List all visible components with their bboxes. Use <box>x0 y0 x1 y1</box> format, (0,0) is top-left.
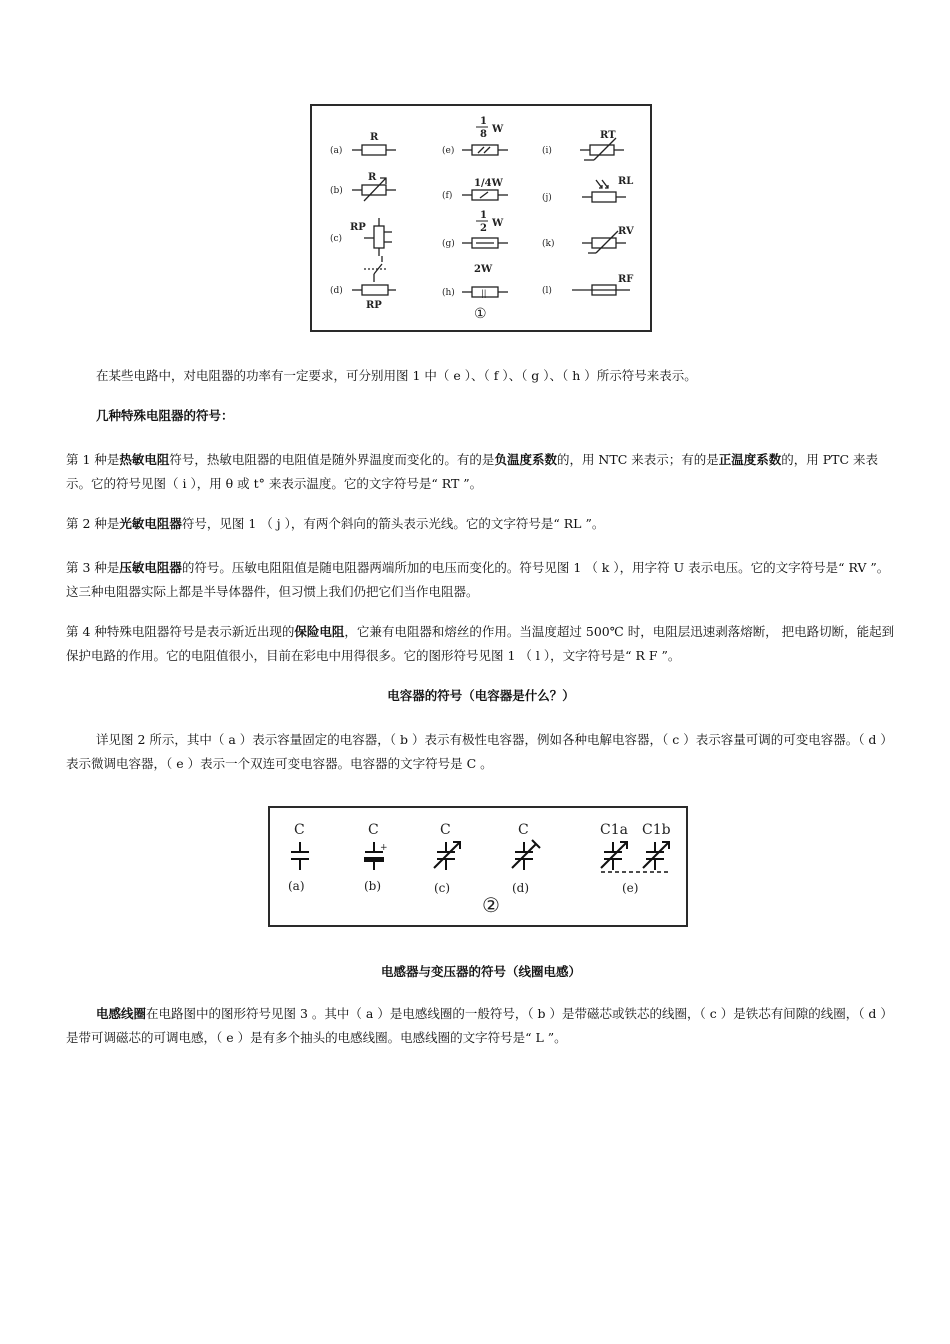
paragraph-inductors: 电感线圈在电路图中的图形符号见图 3 。其中（ a ）是电感线圈的一般符号，（ b ）是带磁芯或铁芯的线圈，（ c ）是铁芯有间隙的线圈，（ d ）是带可调磁芯的可调电感，（ e ）是有多个抽头的电感线圈。电感线圈的文字符号是“ L ”。 <box>66 1006 893 1045</box>
fig1-tag-c: (c) <box>330 234 343 244</box>
resistor-1-2w-symbol <box>462 238 508 248</box>
fig2-label-b: C <box>368 822 379 838</box>
resistor-1-8w-symbol <box>462 145 508 155</box>
fig2-tag-c: (c) <box>434 881 451 895</box>
fig1-label-h: 2W <box>474 264 493 275</box>
fig1-label-l: RF <box>618 274 634 285</box>
fig2-tag-e: (e) <box>622 881 639 895</box>
fig1-label-c: RP <box>350 222 366 233</box>
capacitor-trimmer-symbol <box>512 840 540 870</box>
heading-special-resistors: 几种特殊电阻器的符号： <box>96 408 234 423</box>
fig1-label-e-num: 1 <box>480 116 487 127</box>
resistor-fixed-symbol <box>352 145 396 155</box>
fig1-label-k: RV <box>618 226 634 237</box>
fig1-label-j: RL <box>618 176 634 187</box>
paragraph-fuse-resistor: 第 4 种特殊电阻器符号是表示新近出现的保险电阻，它兼有电阻器和熔丝的作用。当温度超过 500℃ 时，电阻层迅速剥落熔断， 把电路切断，能起到保护电路的作用。它的电阻值很小，目前在彩电中用得很多。它的图形符号见图 1 （ l ），文字符号是“ R F ”。 <box>66 624 895 663</box>
resistor-1-4w-symbol <box>462 190 508 200</box>
heading-capacitor-symbols: 电容器的符号（电容器是什么？） <box>387 688 575 703</box>
fig1-tag-a: (a) <box>330 146 343 156</box>
fig1-label-a: R <box>370 132 379 143</box>
paragraph-photoresistor: 第 2 种是光敏电阻器符号，见图 1 （ j ），有两个斜向的箭头表示光线。它的文字符号是“ RL ”。 <box>66 516 605 531</box>
fig2-label-a: C <box>294 822 305 838</box>
fig1-tag-e: (e) <box>442 146 455 156</box>
paragraph-power-rating: 在某些电路中，对电阻器的功率有一定要求，可分别用图 1 中（ e ）、（ f ）、（ g ）、（ h ）所示符号来表示。 <box>96 368 697 383</box>
fig2-label-e1: C1a <box>600 822 628 838</box>
resistor-2w-symbol <box>462 287 508 298</box>
potentiometer-symbol <box>364 218 392 256</box>
fig1-label-g-den: 2 <box>480 223 487 234</box>
svg-text:+: + <box>380 843 388 853</box>
fig2-label-e2: C1b <box>642 822 671 838</box>
heading-inductor-symbols: 电感器与变压器的符号（线圈电感） <box>380 964 581 979</box>
fig2-tag-b: (b) <box>364 879 382 893</box>
fig1-label-d: RP <box>366 300 382 311</box>
fig1-label-e-den: 8 <box>480 129 487 140</box>
potentiometer-switch-symbol <box>352 256 396 295</box>
fig2-tag-d: (d) <box>512 881 530 895</box>
capacitor-fixed-symbol <box>291 842 309 870</box>
svg-text:||: || <box>481 289 487 298</box>
fig1-label-f: 1/4W <box>474 178 503 189</box>
fig2-label-d: C <box>518 822 529 838</box>
thermistor-symbol <box>580 138 624 160</box>
fig2-tag-a: (a) <box>288 879 305 893</box>
fig1-tag-f: (f) <box>442 191 453 201</box>
figure-2-drawing <box>270 808 686 925</box>
fig2-label-c: C <box>440 822 451 838</box>
fig1-tag-h: (h) <box>442 288 455 298</box>
capacitor-variable-symbol <box>434 842 460 870</box>
fig1-label-e-unit: W <box>492 124 504 135</box>
capacitor-dual-variable-symbol <box>601 842 669 872</box>
fig1-tag-i: (i) <box>542 146 552 156</box>
paragraph-capacitors: 详见图 2 所示，其中（ a ）表示容量固定的电容器，（ b ）表示有极性电容器，例如各种电解电容器，（ c ）表示容量可调的可变电容器。（ d ）表示微调电容器，（ e ）表示一个双连可变电容器。电容器的文字符号是 C 。 <box>66 732 893 771</box>
fig1-label-g-num: 1 <box>480 210 487 221</box>
fig1-tag-k: (k) <box>542 239 555 249</box>
fig1-caption: ① <box>474 306 487 322</box>
figure-2-capacitor-symbols <box>268 806 688 927</box>
fig1-label-b: R <box>368 172 377 183</box>
figure-1-drawing <box>312 106 650 330</box>
fig1-tag-b: (b) <box>330 186 343 196</box>
fuse-resistor-symbol <box>572 285 630 295</box>
capacitor-polarized-symbol <box>365 842 388 870</box>
paragraph-thermistor: 第 1 种是热敏电阻符号，热敏电阻器的电阻值是随外界温度而变化的。有的是负温度系数的，用 NTC 来表示；有的是正温度系数的，用 PTC 来表示。它的符号见图（ i ），用 θ 或 t° 来表示温度。它的文字符号是“ RT ”。 <box>66 452 879 491</box>
fig2-caption: ② <box>482 893 500 917</box>
fig1-tag-l: (l) <box>542 286 552 296</box>
paragraph-varistor: 第 3 种是压敏电阻器的符号。压敏电阻阻值是随电阻器两端所加的电压而变化的。符号见图 1 （ k ），用字符 U 表示电压。它的文字符号是“ RV ”。这三种电阻器实际上都是半导体器件，但习惯上我们仍把它们当作电阻器。 <box>66 560 890 599</box>
fig1-tag-g: (g) <box>442 239 455 249</box>
fig1-label-i: RT <box>600 130 616 141</box>
fig1-label-g-unit: W <box>492 218 504 229</box>
fig1-tag-d: (d) <box>330 286 343 296</box>
fig1-tag-j: (j) <box>542 193 552 203</box>
figure-1-resistor-symbols <box>310 104 652 332</box>
